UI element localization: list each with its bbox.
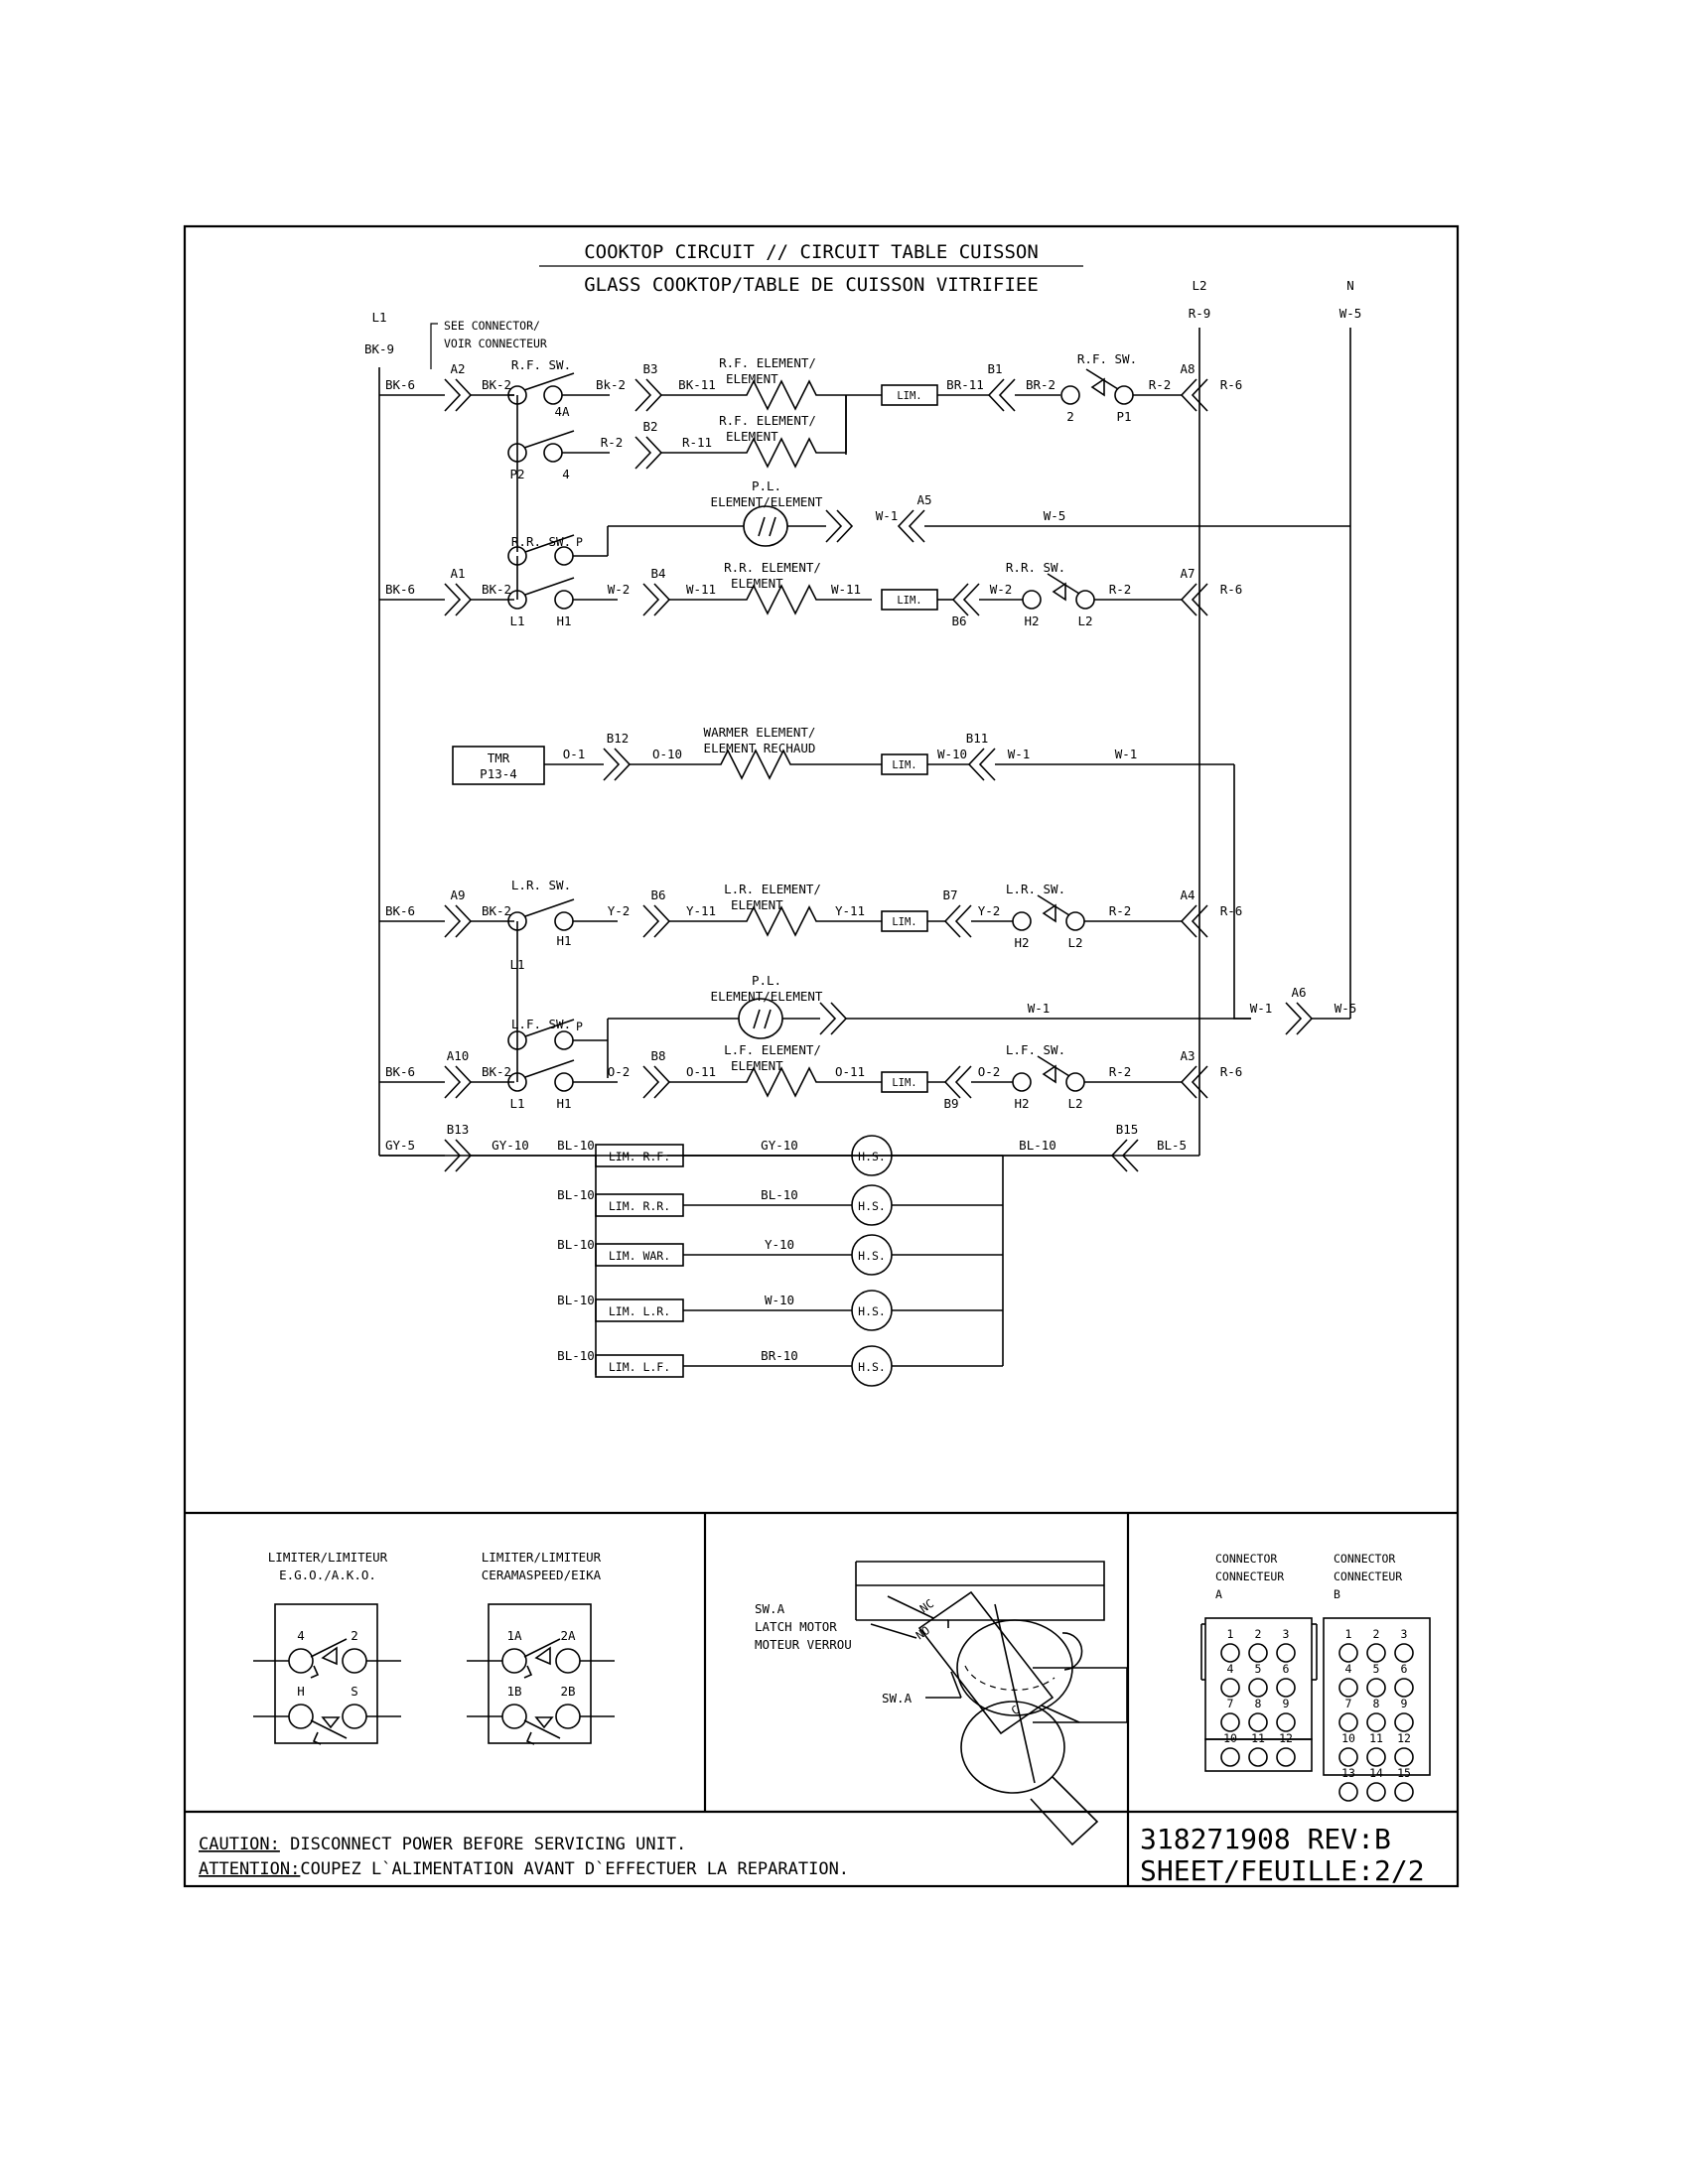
pl-bottom-final: W-5 <box>1334 1001 1357 1016</box>
connector-a-title2: CONNECTEUR <box>1215 1570 1285 1583</box>
lr-out-wire: Y-2 <box>607 903 631 918</box>
lr-sw2-label: L.R. SW. <box>1005 882 1066 896</box>
ground-hs-right-wire-0: GY-10 <box>761 1138 798 1153</box>
hs-left-wire-4: BL-10 <box>557 1348 595 1363</box>
see-connector-en: SEE CONNECTOR/ <box>444 319 540 333</box>
pl-bottom-label2: ELEMENT/ELEMENT <box>710 989 823 1004</box>
connector-a-title1: CONNECTOR <box>1215 1552 1278 1566</box>
caution-en <box>199 1835 686 1854</box>
connector-b-pin-label-0: 1 <box>1344 1627 1352 1641</box>
connector-a-pin-label-3: 4 <box>1226 1662 1234 1676</box>
limiter-ego-t-br: S <box>351 1684 358 1699</box>
hs-left-wire-3: BL-10 <box>557 1293 595 1307</box>
hs-box-label-1: LIM. R.R. <box>608 1199 671 1213</box>
connector-a-pin-label-6: 7 <box>1226 1697 1234 1710</box>
connector-a-pin-label-7: 8 <box>1254 1697 1262 1710</box>
hs-right-wire-1: BL-10 <box>761 1187 798 1202</box>
connector-a-pin-label-0: 1 <box>1226 1627 1234 1641</box>
rf-top-in-wire: BK-6 <box>384 377 416 392</box>
lf-after-conn: BK-2 <box>481 1064 512 1079</box>
warmer-final: W-1 <box>1114 747 1138 761</box>
lr-conn-b7: B7 <box>942 887 958 902</box>
caution-fr-key: ATTENTION: <box>199 1859 301 1879</box>
lf-element-label1: L.F. ELEMENT/ <box>724 1042 821 1057</box>
rf-top-limiter-label: LIM. <box>897 390 922 402</box>
rf-top-conn-a2: A2 <box>450 361 466 376</box>
connector-b-title3: B <box>1334 1587 1340 1601</box>
hs-label-0: H.S. <box>858 1150 886 1163</box>
warmer-conn-b11: B11 <box>965 731 989 746</box>
connector-b-pin-label-1: 2 <box>1372 1627 1380 1641</box>
connector-b-pin-label-6: 7 <box>1344 1697 1352 1710</box>
connector-a-pin-label-9: 10 <box>1223 1731 1237 1745</box>
lr-after-conn3: Y-2 <box>977 903 1001 918</box>
rf-bottom-sw-right-term: 4 <box>562 467 570 481</box>
lf-element-label2: ELEMENT <box>731 1058 783 1073</box>
ground-conn-b15: B15 <box>1115 1122 1139 1137</box>
lf-after-element: O-11 <box>834 1064 866 1079</box>
rf-top-sw-label: R.F. SW. <box>510 357 572 372</box>
pl-bottom-conn-left: W-1 <box>1249 1001 1273 1016</box>
rail-l1-label: L1 <box>371 310 387 325</box>
title-sub: GLASS COOKTOP/TABLE DE CUISSON VITRIFIEE <box>584 274 1039 296</box>
connector-a-pin-label-1: 2 <box>1254 1627 1262 1641</box>
limiter-ego-t-tr: 2 <box>351 1628 358 1643</box>
rr-after-element: W-11 <box>830 582 862 597</box>
lf-after-lim: O-2 <box>977 1064 1001 1079</box>
lr-sw-l1: L1 <box>509 957 525 972</box>
limiter-ego-title2: E.G.O./A.K.O. <box>279 1568 376 1582</box>
latch-term-c: C <box>1008 1703 1023 1718</box>
connector-a-title3: A <box>1215 1587 1222 1601</box>
rail-l2-label: L2 <box>1192 278 1207 293</box>
rr-in-wire: BK-6 <box>384 582 416 597</box>
lf-sw-label: L.F. SW. <box>510 1017 572 1031</box>
hs-label-3: H.S. <box>858 1304 886 1318</box>
rf-bottom-element-label2: ELEMENT <box>726 429 778 444</box>
connector-b-pin-label-13: 14 <box>1369 1766 1383 1780</box>
pl-top-final: W-5 <box>1043 508 1066 523</box>
lr-in-wire: BK-6 <box>384 903 416 918</box>
rr-after-sw2: R-2 <box>1108 582 1132 597</box>
pl-top-label1: P.L. <box>751 478 782 493</box>
tmr-line1: TMR <box>487 751 510 765</box>
connector-a-pin-label-11: 12 <box>1279 1731 1293 1745</box>
lf-limiter-label: LIM. <box>892 1077 917 1089</box>
connector-b-pin-label-9: 10 <box>1341 1731 1355 1745</box>
rf-bottom-after-conn: R-11 <box>681 435 713 450</box>
lr-after-conn: BK-2 <box>481 903 512 918</box>
rr-after-lim: W-2 <box>989 582 1013 597</box>
caution-en-rest: DISCONNECT POWER BEFORE SERVICING UNIT. <box>279 1835 687 1854</box>
hs-label-4: H.S. <box>858 1360 886 1374</box>
rf-top-after-conn: BK-2 <box>481 377 512 392</box>
pl-bottom-conn-a6: A6 <box>1291 985 1307 1000</box>
warmer-element-label2: ELEMENT RECHAUD <box>703 741 816 755</box>
lf-sw-h1: H1 <box>556 1096 572 1111</box>
rf-top-final: R-6 <box>1219 377 1243 392</box>
lf-sw-l1: L1 <box>509 1096 525 1111</box>
hs-right-wire-2: Y-10 <box>764 1237 795 1252</box>
connector-b-pin-label-7: 8 <box>1372 1697 1380 1710</box>
rr-limiter-label: LIM. <box>897 595 922 607</box>
ground-after-conn: GY-10 <box>492 1138 529 1153</box>
pl-top-out-wire: W-1 <box>875 508 899 523</box>
tmr-line2: P13-4 <box>480 766 517 781</box>
rr-sw-p: P <box>576 535 583 549</box>
rf-bottom-conn-b2: B2 <box>642 419 658 434</box>
ground-conn-b13: B13 <box>446 1122 470 1137</box>
part-number-block <box>1140 1823 1425 1887</box>
hs-left-wire-2: BL-10 <box>557 1237 595 1252</box>
rf-top-out-wire: Bk-2 <box>595 377 627 392</box>
rr-sw-h1: H1 <box>556 614 572 628</box>
lf-sw2-right-term: L2 <box>1067 1096 1083 1111</box>
lr-element-label1: L.R. ELEMENT/ <box>724 882 821 896</box>
rf-top-sw2-left-term: 2 <box>1066 409 1074 424</box>
rr-element-label2: ELEMENT <box>731 576 783 591</box>
connector-a-pin-label-8: 9 <box>1282 1697 1290 1710</box>
rf-bottom-element-label1: R.F. ELEMENT/ <box>719 413 816 428</box>
rail-n-wire: W-5 <box>1338 306 1362 321</box>
ground-tap-wire: BL-10 <box>557 1138 595 1153</box>
lf-conn-b8: B8 <box>650 1048 666 1063</box>
lr-sw-h1: H1 <box>556 933 572 948</box>
rail-l1-wire: BK-9 <box>363 341 395 356</box>
lf-after-conn2: O-11 <box>685 1064 717 1079</box>
rr-conn-b4: B4 <box>650 566 666 581</box>
hs-box-label-3: LIM. L.R. <box>608 1304 671 1318</box>
limiter-cera-t-br: 2B <box>560 1684 576 1699</box>
limiter-cera-t-tr: 2A <box>560 1628 576 1643</box>
lr-after-element: Y-11 <box>834 903 866 918</box>
part-number: 318271908 REV:B <box>1140 1823 1391 1855</box>
connector-b-pin-label-4: 5 <box>1372 1662 1380 1676</box>
rf-top-conn-b1: B1 <box>987 361 1003 376</box>
connector-b-pin-label-12: 13 <box>1341 1766 1355 1780</box>
warmer-conn-b12: B12 <box>606 731 630 746</box>
warmer-after-conn2: W-1 <box>1007 747 1031 761</box>
lr-sw-label: L.R. SW. <box>510 878 572 892</box>
rr-out-wire: W-2 <box>607 582 631 597</box>
rf-top-element-label1: R.F. ELEMENT/ <box>719 355 816 370</box>
sheet-label: SHEET/FEUILLE:2/2 <box>1140 1854 1425 1887</box>
lf-after-sw2: R-2 <box>1108 1064 1132 1079</box>
lr-sw2-left-term: H2 <box>1014 935 1030 950</box>
warmer-element-label1: WARMER ELEMENT/ <box>703 725 816 740</box>
connector-a-pin-label-10: 11 <box>1251 1731 1265 1745</box>
limiter-cera-title1: LIMITER/LIMITEUR <box>481 1550 602 1565</box>
title-main: COOKTOP CIRCUIT // CIRCUIT TABLE CUISSON <box>584 241 1039 263</box>
rr-final: R-6 <box>1219 582 1243 597</box>
caution-fr <box>199 1859 849 1879</box>
connector-b-pin-label-10: 11 <box>1369 1731 1383 1745</box>
rf-top-after-conn2: BK-11 <box>678 377 716 392</box>
warmer-after-conn: O-10 <box>651 747 683 761</box>
limiter-cera-t-bl: 1B <box>506 1684 522 1699</box>
rail-n-label: N <box>1346 278 1354 293</box>
connector-a-pin-label-4: 5 <box>1254 1662 1262 1676</box>
hs-label-1: H.S. <box>858 1199 886 1213</box>
latch-term-nc: NC <box>916 1596 937 1616</box>
hs-right-wire-4: BR-10 <box>761 1348 798 1363</box>
hs-box-label-4: LIM. L.F. <box>608 1360 671 1374</box>
caution-fr-rest: COUPEZ L`ALIMENTATION AVANT D`EFFECTUER LA REPARATION. <box>300 1859 850 1879</box>
lf-final: R-6 <box>1219 1064 1243 1079</box>
lr-element-label2: ELEMENT <box>731 897 783 912</box>
rr-sw-l1: L1 <box>509 614 525 628</box>
rf-bottom-sw-left-term: P2 <box>509 467 525 481</box>
lf-conn-b9: B9 <box>943 1096 959 1111</box>
lr-after-sw2: R-2 <box>1108 903 1132 918</box>
connector-b-pin-label-11: 12 <box>1397 1731 1411 1745</box>
lf-sw-p: P <box>576 1020 583 1033</box>
rr-sw2-left-term: H2 <box>1024 614 1040 628</box>
lr-conn-a4: A4 <box>1180 887 1196 902</box>
pl-bottom-out-wire: W-1 <box>1027 1001 1051 1016</box>
connector-b-title2: CONNECTEUR <box>1334 1570 1403 1583</box>
rf-top-conn-a8: A8 <box>1180 361 1196 376</box>
warmer-limiter-label: LIM. <box>892 759 917 771</box>
connector-a-pin-label-5: 6 <box>1282 1662 1290 1676</box>
connector-a-pin-label-2: 3 <box>1282 1627 1290 1641</box>
connector-b-pin-label-14: 15 <box>1397 1766 1411 1780</box>
rr-conn-b6: B6 <box>951 614 967 628</box>
rf-top-sw2-right-term: P1 <box>1116 409 1132 424</box>
lr-after-conn2: Y-11 <box>685 903 717 918</box>
caution-en-key: CAUTION: <box>199 1835 280 1854</box>
lf-sw2-left-term: H2 <box>1014 1096 1030 1111</box>
pl-top-conn-a5: A5 <box>916 492 932 507</box>
rail-l2-wire: R-9 <box>1188 306 1211 321</box>
lf-out-wire: O-2 <box>607 1064 631 1079</box>
rf-top-after-lim: BR-11 <box>946 377 984 392</box>
warmer-after-lim: W-10 <box>936 747 968 761</box>
lr-conn-a9: A9 <box>450 887 466 902</box>
see-connector-fr: VOIR CONNECTEUR <box>444 337 547 350</box>
rf-top-after-sw2: R-2 <box>1148 377 1172 392</box>
lr-limiter-label: LIM. <box>892 916 917 928</box>
rf-top-sw2-label: R.F. SW. <box>1076 351 1138 366</box>
limiter-cera-t-tl: 1A <box>506 1628 522 1643</box>
hs-box-label-0: LIM. R.F. <box>608 1150 671 1163</box>
rr-after-conn: BK-2 <box>481 582 512 597</box>
rf-top-after-conn3: BR-2 <box>1025 377 1056 392</box>
hs-right-wire-3: W-10 <box>764 1293 795 1307</box>
latch-line2: LATCH MOTOR <box>755 1619 837 1634</box>
rr-sw2-label: R.R. SW. <box>1005 560 1066 575</box>
pl-bottom-label1: P.L. <box>751 973 782 988</box>
hs-label-2: H.S. <box>858 1249 886 1263</box>
lf-conn-a3: A3 <box>1180 1048 1196 1063</box>
ground-in-wire: GY-5 <box>384 1138 416 1153</box>
latch-term-no: NO <box>913 1623 933 1643</box>
lr-sw2-right-term: L2 <box>1067 935 1083 950</box>
connector-b-pin-label-5: 6 <box>1400 1662 1408 1676</box>
warmer-out-wire: O-1 <box>562 747 586 761</box>
limiter-ego-title1: LIMITER/LIMITEUR <box>267 1550 388 1565</box>
connector-b-title1: CONNECTOR <box>1334 1552 1396 1566</box>
hs-left-wire-1: BL-10 <box>557 1187 595 1202</box>
rf-top-element-label2: ELEMENT <box>726 371 778 386</box>
lf-sw2-label: L.F. SW. <box>1005 1042 1066 1057</box>
limiter-ego-t-tl: 4 <box>297 1628 305 1643</box>
lf-conn-a10: A10 <box>446 1048 470 1063</box>
rr-conn-a7: A7 <box>1180 566 1196 581</box>
rr-sw-label: R.R. SW. <box>510 534 572 549</box>
latch-line3: MOTEUR VERROU <box>755 1637 852 1652</box>
lf-in-wire: BK-6 <box>384 1064 416 1079</box>
lr-final: R-6 <box>1219 903 1243 918</box>
hs-box-label-2: LIM. WAR. <box>608 1249 671 1263</box>
rr-element-label1: R.R. ELEMENT/ <box>724 560 821 575</box>
rr-sw2-right-term: L2 <box>1077 614 1093 628</box>
lr-conn-b6: B6 <box>650 887 666 902</box>
rf-bottom-out-wire: R-2 <box>600 435 624 450</box>
connector-b-pin-label-3: 4 <box>1344 1662 1352 1676</box>
ground-final: BL-5 <box>1156 1138 1188 1153</box>
rr-conn-a1: A1 <box>450 566 466 581</box>
rf-top-conn-b3: B3 <box>642 361 658 376</box>
pl-top-label2: ELEMENT/ELEMENT <box>710 494 823 509</box>
ground-out-wire: BL-10 <box>1019 1138 1056 1153</box>
connector-b-pin-label-8: 9 <box>1400 1697 1408 1710</box>
connector-b-pin-label-2: 3 <box>1400 1627 1408 1641</box>
rr-after-conn2: W-11 <box>685 582 717 597</box>
limiter-ego-t-bl: H <box>297 1684 305 1699</box>
limiter-cera-title2: CERAMASPEED/EIKA <box>481 1568 602 1582</box>
latch-line1: SW.A <box>755 1601 785 1616</box>
latch-callout: SW.A <box>882 1691 913 1706</box>
rf-top-sw-bottom-term: 4A <box>554 404 570 419</box>
